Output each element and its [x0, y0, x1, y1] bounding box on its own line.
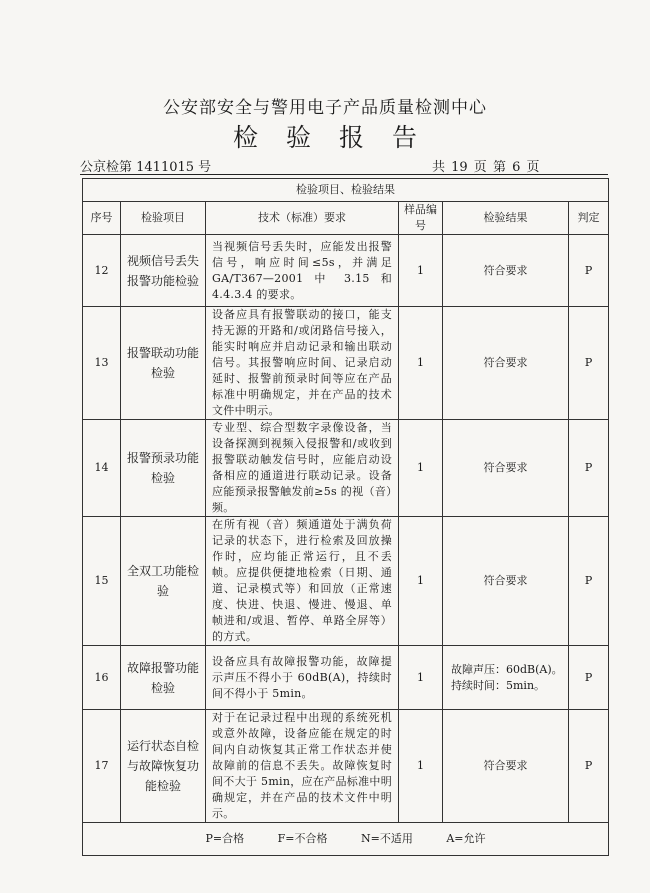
row-requirement: 专业型、综合型数字录像设备，当设备探测到视频入侵报警和/或收到报警联动触发信号时，应能启动设备相应的通道进行联动记录。设备应能预录报警触发前≥5s 的视（音）频。	[206, 420, 399, 517]
row-item: 故障报警功能检验	[121, 646, 206, 710]
legend-allowed: A=允许	[446, 832, 486, 845]
col-header-no: 序号	[83, 202, 121, 235]
legend	[83, 823, 609, 856]
row-result: 故障声压：60dB(A)。 持续时间：5min。	[443, 646, 569, 710]
row-sample: 1	[399, 517, 443, 646]
row-sample: 1	[399, 307, 443, 420]
row-item: 运行状态自检与故障恢复功能检验	[121, 710, 206, 823]
row-requirement: 设备应具有报警联动的接口，能支持无源的开路和/或闭路信号接入，能实时响应并启动记录和输出联动信号。其报警响应时间、记录启动延时、报警前预录时间等应在产品标准中明确规定，并在产品的技术文件中明示。	[206, 307, 399, 420]
row-result: 符合要求	[443, 307, 569, 420]
row-requirement: 对于在记录过程中出现的系统死机或意外故障，设备应能在规定的时间内自动恢复其正常工作状态并使故障前的信息不丢失。故障恢复时间不大于 5min，应在产品标准中明确规定，并在产品的技术文件中明示。	[206, 710, 399, 823]
row-no: 12	[83, 235, 121, 307]
col-header-requirement: 技术（标准）要求	[206, 202, 399, 235]
table-row	[83, 307, 609, 420]
row-judgement: P	[569, 710, 609, 823]
section-header-row	[83, 179, 609, 202]
row-no: 17	[83, 710, 121, 823]
row-result: 符合要求	[443, 710, 569, 823]
row-no: 15	[83, 517, 121, 646]
table-row	[83, 420, 609, 517]
row-sample: 1	[399, 420, 443, 517]
row-sample: 1	[399, 646, 443, 710]
row-judgement: P	[569, 420, 609, 517]
row-result: 符合要求	[443, 420, 569, 517]
legend-pass: P=合格	[205, 832, 245, 845]
row-no: 14	[83, 420, 121, 517]
row-item: 视频信号丢失报警功能检验	[121, 235, 206, 307]
table-row	[83, 646, 609, 710]
report-number: 公京检第 1411015 号	[80, 160, 212, 175]
page-indicator: 共 19 页 第 6 页	[432, 160, 540, 175]
row-item: 报警预录功能检验	[121, 420, 206, 517]
row-result: 符合要求	[443, 235, 569, 307]
row-requirement: 在所有视（音）频通道处于满负荷记录的状态下，进行检索及回放操作时，应均能正常运行，且不丢帧。应提供便捷地检索（日期、通道、记录模式等）和回放（正常速度、快进、快退、慢进、慢退、单帧进和/或退、暂停、单路全屏等）的方式。	[206, 517, 399, 646]
col-header-sample: 样品编号	[399, 202, 443, 235]
section-title: 检验项目、检验结果	[83, 179, 609, 202]
row-requirement: 当视频信号丢失时，应能发出报警信号，响应时间≤5s，并满足GA/T367—2001 中 3.15 和 4.4.3.4 的要求。	[206, 235, 399, 307]
table-row	[83, 517, 609, 646]
row-sample: 1	[399, 710, 443, 823]
col-header-judgement: 判定	[569, 202, 609, 235]
row-item: 报警联动功能检验	[121, 307, 206, 420]
row-no: 16	[83, 646, 121, 710]
col-header-item: 检验项目	[121, 202, 206, 235]
legend-not-applicable: N=不适用	[361, 832, 413, 845]
row-judgement: P	[569, 307, 609, 420]
col-header-result: 检验结果	[443, 202, 569, 235]
inspection-table	[82, 178, 609, 856]
table-row	[83, 710, 609, 823]
row-judgement: P	[569, 646, 609, 710]
row-sample: 1	[399, 235, 443, 307]
row-item: 全双工功能检验	[121, 517, 206, 646]
column-header-row	[83, 202, 609, 235]
report-title: 检验报告	[232, 123, 445, 152]
header-rule	[80, 174, 608, 175]
row-judgement: P	[569, 235, 609, 307]
row-no: 13	[83, 307, 121, 420]
table-row	[83, 235, 609, 307]
row-requirement: 设备应具有故障报警功能，故障提示声压不得小于 60dB(A)，持续时间不得小于 5min。	[206, 646, 399, 710]
organization-name: 公安部安全与警用电子产品质量检测中心	[163, 98, 487, 118]
legend-fail: F=不合格	[277, 832, 328, 845]
row-judgement: P	[569, 517, 609, 646]
legend-row	[83, 823, 609, 856]
row-result: 符合要求	[443, 517, 569, 646]
